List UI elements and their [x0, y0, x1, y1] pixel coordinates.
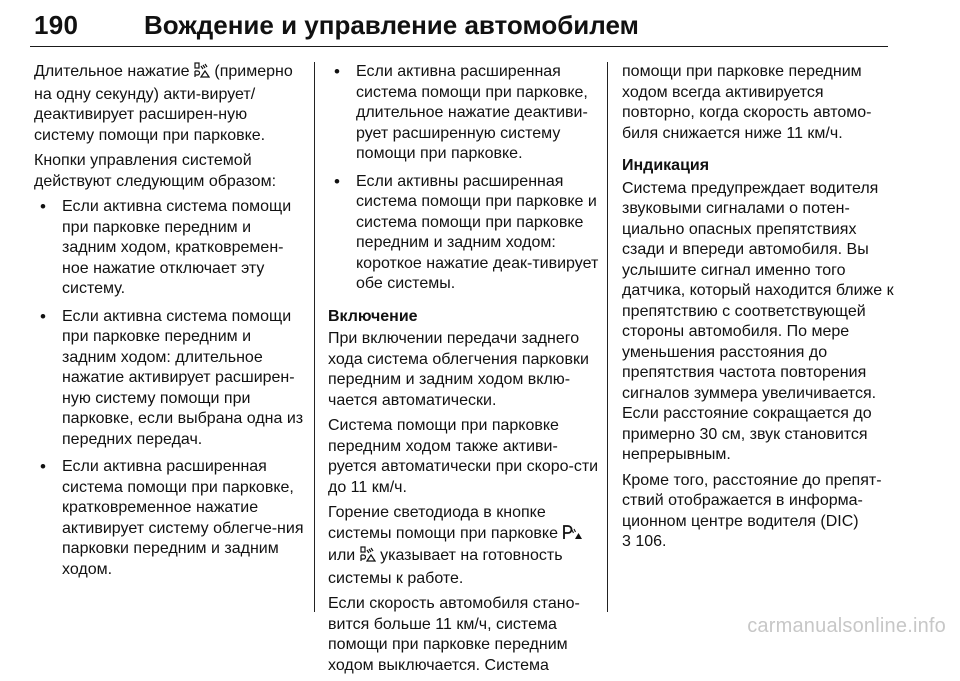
buttons-intro-paragraph: Кнопки управления системой действуют следующим образом: [34, 152, 277, 190]
dic-paragraph: Кроме того, расстояние до препят-ствий отображается в информа-ционном центре водителя (DIC) 3 106. [622, 471, 882, 550]
advanced-park-assist-icon [194, 62, 210, 85]
reactivation-paragraph: помощи при парковке передним ходом всегда активируется повторно, когда скорость автомо-биля снижается ниже 11 км/ч. [622, 63, 872, 142]
list-item: • Если активна система помощи при парковке передним и задним ходом: длительное нажатие активирует расширен-ную систему помощи при парковке, если выбрана одна из передних передач. [34, 307, 309, 451]
column-divider-2 [607, 62, 608, 612]
list-item: • Если активны расширенная система помощи при парковке и система помощи при парковке передним и задним ходом: короткое нажатие деак-тивирует обе системы. [328, 172, 603, 295]
list-item: • Если активна система помощи при парковке передним и задним ходом, кратковремен-ное нажатие отключает эту систему. [34, 197, 309, 300]
column-3 [622, 62, 897, 558]
column-divider-1 [314, 62, 315, 612]
section-heading-indication: Индикация [622, 157, 710, 174]
watermark: carmanualsonline.info [747, 615, 946, 637]
column-1 [34, 62, 309, 587]
page-header [30, 6, 888, 47]
section-heading-activation: Включение [328, 307, 418, 325]
speed-off-paragraph: Если скорость автомобиля стано-вится больше 11 км/ч, система помощи при парковке передним ходом выключается. Система [328, 595, 580, 674]
warning-paragraph: Система предупреждает водителя звуковыми сигналами о потен-циально опасных препятствиях сзади и впереди автомобиля. Вы услышите сигнал именно того датчика, который находится ближе к препятствию с соответствующей стороны автомобиля. По мере уменьшения расстояния до препятствия частота повторения сигналов зуммера увеличивается. Если расстояние сокращается до примерно 30 см, звук становится непрерывным. [622, 179, 894, 463]
advanced-park-assist-icon [360, 546, 376, 569]
page-number: 190 [34, 10, 79, 40]
page-title: Вождение и управление автомобилем [144, 10, 639, 40]
front-assist-paragraph: Система помощи при парковке передним ходом также активи-руется автоматически при скоро-сти до 11 км/ч. [328, 417, 599, 496]
reverse-gear-paragraph: При включении передачи заднего хода система облегчения парковки передним и задним ходом вклю-чается автоматически. [328, 330, 589, 409]
park-assist-icon [562, 524, 582, 547]
long-press-paragraph: Длительное нажатие (примерно на одну секунду) акти-вирует/деактивирует расширен-ную систему помощи при парковке. [34, 63, 293, 144]
list-item: • Если активна расширенная система помощи при парковке, длительное нажатие деактиви-рует расширенную систему помощи при парковке. [328, 62, 603, 165]
page-reference[interactable]: 106. [630, 533, 667, 550]
list-item: • Если активна расширенная система помощи при парковке, кратковременное нажатие активирует систему облегче-ния парковки передним и задним ходом. [34, 457, 309, 580]
led-paragraph: Горение светодиода в кнопке системы помощи при парковке или указывает на готовность системы к работе. [328, 503, 603, 589]
page-reference-arrow: 3 [622, 533, 631, 550]
column-2 [328, 62, 603, 681]
